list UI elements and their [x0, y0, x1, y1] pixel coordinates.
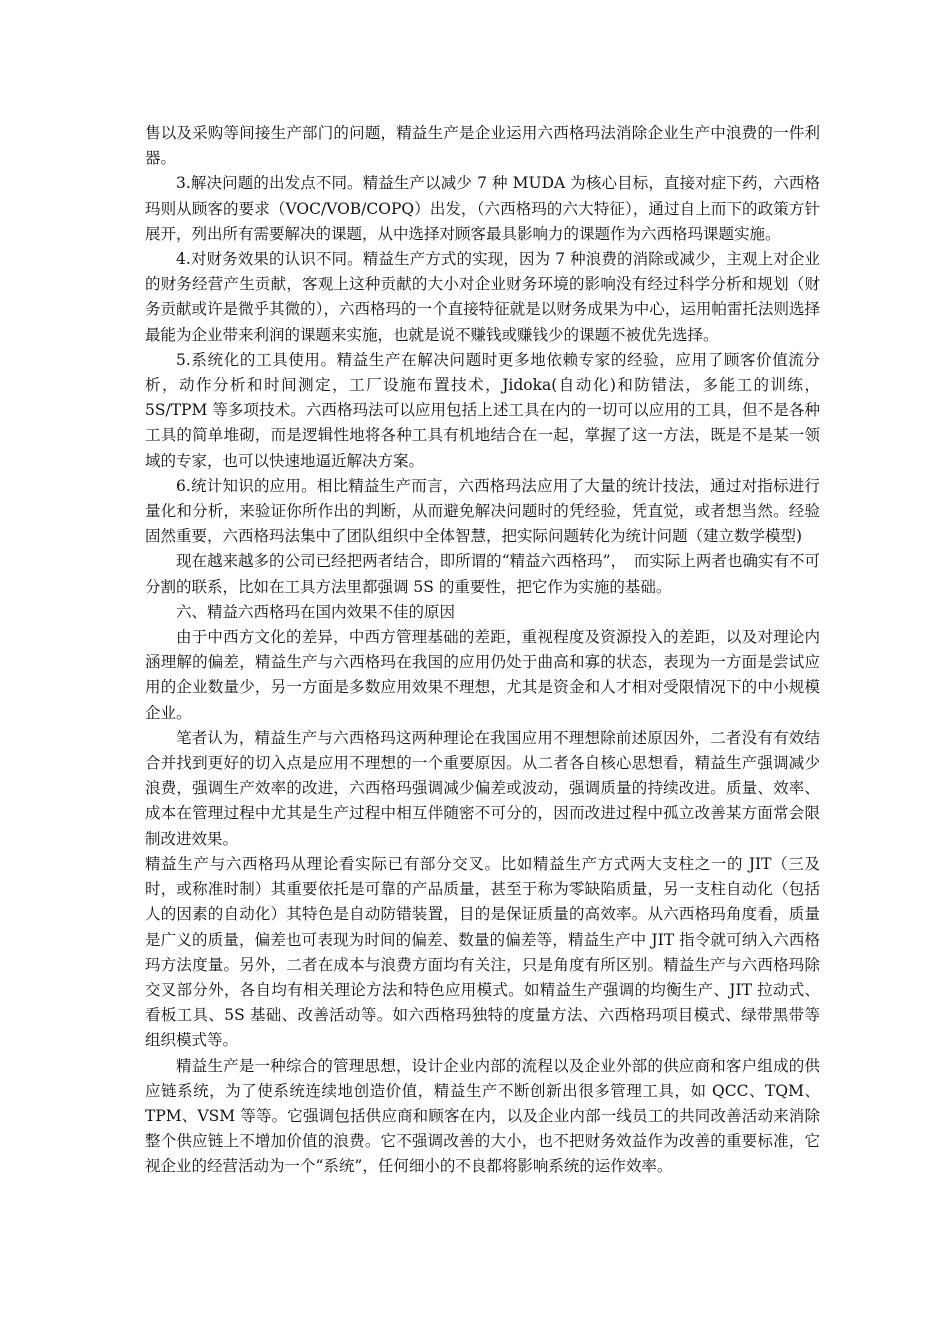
paragraph-overlap: 精益生产与六西格玛从理论看实际已有部分交叉。比如精益生产方式两大支柱之一的 JIT（三及时，或称准时制）其重要依托是可靠的产品质量，甚至于称为零缺陷质量，另一支柱自动化（包括人的因素的自动化）其特色是自动防错装置，目的是保证质量的高效率。从六西格玛角度看，质量是广义的质量，偏差也可表现为时间的偏差、数量的偏差等，精益生产中 JIT 指令就可纳入六西格玛方法度量。另外，二者在成本与浪费方面均有关注，只是角度有所区别。精益生产与六西格玛除交叉部分外，各自均有相关理论方法和特色应用模式。如精益生产强调的均衡生产、JIT 拉动式、看板工具、5S 基础、改善活动等。如六西格玛独特的度量方法、六西格玛项目模式、绿带黑带等组织模式等。	[145, 854, 820, 1050]
paragraph-point-6: 6.统计知识的应用。相比精益生产而言，六西格玛法应用了大量的统计技法，通过对指标进行量化和分析，来验证你所作出的判断，从而避免解决问题时的凭经验，凭直觉，或者想当然。经验固然重要，六西格玛法集中了团队组织中全体智慧，把实际问题转化为统计问题（建立数学模型)	[145, 476, 820, 546]
paragraph-lean-summary: 精益生产是一种综合的管理思想，设计企业内部的流程以及企业外部的供应商和客户组成的供应链系统，为了使系统连续地创造价值，精益生产不断创新出很多管理工具，如 QCC、TQM、TPM、VSM 等等。它强调包括供应商和顾客在内，以及企业内部一线员工的共同改善活动来消除整个供应链上不增加价值的浪费。它不强调改善的大小，也不把财务效益作为改善的重要标准，它视企业的经营活动为一个“系统”，任何细小的不良都将影响系统的运作效率。	[145, 1056, 820, 1176]
section-heading: 六、精益六西格玛在国内效果不佳的原因	[176, 602, 456, 621]
paragraph-point-5: 5.系统化的工具使用。精益生产在解决问题时更多地依赖专家的经验，应用了顾客价值流分析，动作分析和时间测定，工厂设施布置技术，Jidoka(自动化)和防错法，多能工的训练，5S/TPM 等多项技术。六西格玛法可以应用包括上述工具在内的一切可以应用的工具，但不是各种工具的简单堆砌，而是逻辑性地将各种工具有机地结合在一起，掌握了这一方法，既是不是某一领域的专家，也可以快速地逼近解决方案。	[145, 350, 820, 470]
paragraph-reasons: 由于中西方文化的差异，中西方管理基础的差距，重视程度及资源投入的差距，以及对理论内涵理解的偏差，精益生产与六西格玛在我国的应用仍处于曲高和寡的状态，表现为一方面是尝试应用的企业数量少，另一方面是多数应用效果不理想，尤其是资金和人才相对受限情况下的中小规模企业。	[145, 628, 820, 722]
paragraph-author-view: 笔者认为，精益生产与六西格玛这两种理论在我国应用不理想除前述原因外，二者没有有效结合并找到更好的切入点是应用不理想的一个重要原因。从二者各自核心思想看，精益生产强调减少浪费，强调生产效率的改进，六西格玛强调减少偏差或波动，强调质量的持续改进。质量、效率、成本在管理过程中尤其是生产过程中相互伴随密不可分的，因而改进过程中孤立改善某方面常会限制改进效果。	[145, 728, 820, 848]
paragraph-point-3: 3.解决问题的出发点不同。精益生产以减少 7 种 MUDA 为核心目标，直接对症下药，六西格玛则从顾客的要求（VOC/VOB/COPQ）出发，（六西格玛的六大特征），通过自上而下的政策方针展开，列出所有需要解决的课题，从中选择对顾客最具影响力的课题作为六西格玛课题实施。	[145, 174, 820, 243]
paragraph-combination: 现在越来越多的公司已经把两者结合，即所谓的“精益六西格玛”， 而实际上两者也确实有不可分割的联系，比如在工具方法里都强调 5S 的重要性，把它作为实施的基础。	[145, 552, 820, 596]
paragraph-point-4: 4.对财务效果的认识不同。精益生产方式的实现，因为 7 种浪费的消除或减少，主观上对企业的财务经营产生贡献，客观上这种贡献的大小对企业财务环境的影响没有经过科学分析和规划（财务贡献或许是微乎其微的），六西格玛的一个直接特征就是以财务成果为中心，运用帕雷托法则选择最能为企业带来利润的课题来实施，也就是说不赚钱或赚钱少的课题不被优先选择。	[145, 250, 820, 344]
paragraph-continuation: 售以及采购等间接生产部门的问题，精益生产是企业运用六西格玛法消除企业生产中浪费的一件利器。	[145, 124, 820, 168]
